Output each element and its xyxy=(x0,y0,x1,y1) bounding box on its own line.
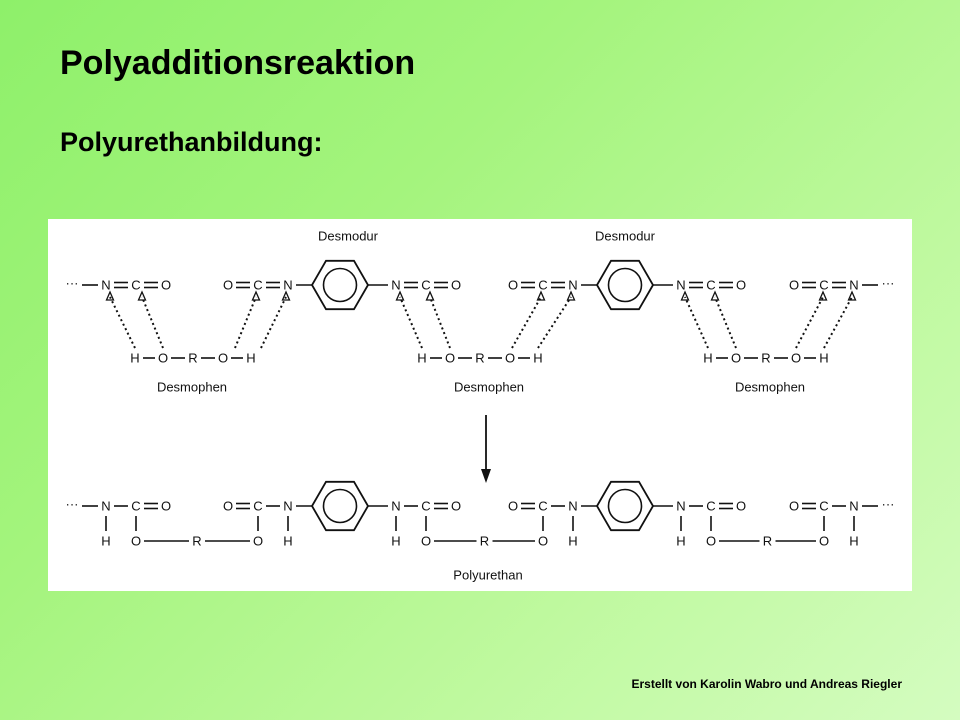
arrow-head xyxy=(397,292,404,300)
atom-r: R xyxy=(762,533,773,549)
dotted-arrow xyxy=(685,297,708,348)
arrow-head xyxy=(538,292,545,300)
atom-c: C xyxy=(421,498,431,514)
atom-n: N xyxy=(391,277,401,293)
benzene-ring-inner xyxy=(324,490,357,523)
atom-c: C xyxy=(538,498,548,514)
atom-o: O xyxy=(157,350,169,366)
slide-subtitle: Polyurethanbildung: xyxy=(60,127,323,157)
atom-o: O xyxy=(160,498,172,514)
label-desmodur-2: Desmodur xyxy=(595,228,655,244)
benzene-ring-inner xyxy=(609,490,642,523)
atom-h: H xyxy=(417,350,427,366)
atom-c: C xyxy=(253,277,263,293)
label-desmodur-1: Desmodur xyxy=(318,228,378,244)
author-credit: Erstellt von Karolin Wabro und Andreas Riegler xyxy=(631,677,902,691)
atom-o: O xyxy=(790,350,802,366)
atom-h: H xyxy=(533,350,543,366)
atom-o: O xyxy=(130,533,142,549)
atom-r: R xyxy=(475,350,485,366)
atom-n: N xyxy=(849,498,859,514)
arrow-head xyxy=(712,292,719,300)
atom-o: O xyxy=(507,498,519,514)
atom-o: O xyxy=(450,277,462,293)
atom-h: H xyxy=(283,533,293,549)
dotted-arrow xyxy=(512,297,541,348)
atom-o: O xyxy=(222,498,234,514)
atom-h: H xyxy=(849,533,859,549)
atom-o: O xyxy=(160,277,172,293)
reaction-diagram xyxy=(48,219,912,591)
atom-n: N xyxy=(568,498,578,514)
atom-c: C xyxy=(819,498,829,514)
atom-o: O xyxy=(537,533,549,549)
reaction-scheme-svg xyxy=(48,219,912,591)
label-desmophen-2: Desmophen xyxy=(453,379,525,395)
atom-o: O xyxy=(705,533,717,549)
atom-o: O xyxy=(730,350,742,366)
atom-h: H xyxy=(703,350,713,366)
atom-r: R xyxy=(188,350,198,366)
atom-n: N xyxy=(849,277,859,293)
slide-title: Polyadditionsreaktion xyxy=(60,44,416,82)
dotted-arrow xyxy=(538,297,571,348)
atom-h: H xyxy=(819,350,829,366)
dotted-arrow xyxy=(110,297,135,348)
atom-n: N xyxy=(568,277,578,293)
atom-r: R xyxy=(479,533,490,549)
atom-o: O xyxy=(504,350,516,366)
atom-o: O xyxy=(788,277,800,293)
arrow-head xyxy=(427,292,434,300)
atom-n: N xyxy=(676,498,686,514)
arrow-head xyxy=(682,292,689,300)
atom-c: C xyxy=(706,277,716,293)
atom-c: C xyxy=(421,277,431,293)
dotted-arrow xyxy=(715,297,736,348)
chain-continuation-dots: ··· xyxy=(881,275,895,291)
atom-o: O xyxy=(222,277,234,293)
arrow-head xyxy=(139,292,146,300)
atom-o: O xyxy=(252,533,264,549)
atom-c: C xyxy=(706,498,716,514)
dotted-arrow xyxy=(430,297,450,348)
atom-o: O xyxy=(217,350,229,366)
atom-n: N xyxy=(101,498,111,514)
atom-o: O xyxy=(444,350,456,366)
benzene-ring-inner xyxy=(324,269,357,302)
dotted-arrow xyxy=(796,297,823,348)
atom-h: H xyxy=(130,350,140,366)
atom-o: O xyxy=(818,533,830,549)
dotted-arrow xyxy=(400,297,422,348)
atom-c: C xyxy=(819,277,829,293)
atom-o: O xyxy=(735,498,747,514)
atom-o: O xyxy=(735,277,747,293)
atom-r: R xyxy=(761,350,771,366)
atom-n: N xyxy=(391,498,401,514)
atom-o: O xyxy=(450,498,462,514)
atom-o: O xyxy=(507,277,519,293)
atom-h: H xyxy=(568,533,578,549)
atom-c: C xyxy=(131,277,141,293)
atom-c: C xyxy=(253,498,263,514)
chain-continuation-dots: ··· xyxy=(881,496,895,512)
atom-h: H xyxy=(391,533,401,549)
label-polyurethan: Polyurethan xyxy=(453,567,523,583)
atom-r: R xyxy=(192,533,202,549)
atom-n: N xyxy=(283,277,293,293)
atom-c: C xyxy=(131,498,141,514)
reaction-arrow-head xyxy=(481,469,491,483)
arrow-head xyxy=(253,292,260,300)
dotted-arrow xyxy=(235,297,256,348)
chain-continuation-dots: ··· xyxy=(65,275,79,291)
atom-o: O xyxy=(420,533,432,549)
atom-n: N xyxy=(283,498,293,514)
label-desmophen-1: Desmophen xyxy=(156,379,228,395)
dotted-arrow xyxy=(261,297,286,348)
atom-h: H xyxy=(246,350,256,366)
dotted-arrow xyxy=(824,297,852,348)
label-desmophen-3: Desmophen xyxy=(734,379,806,395)
atom-n: N xyxy=(101,277,111,293)
dotted-arrow xyxy=(142,297,163,348)
atom-c: C xyxy=(538,277,548,293)
atom-h: H xyxy=(676,533,686,549)
atom-h: H xyxy=(101,533,111,549)
benzene-ring-inner xyxy=(609,269,642,302)
atom-n: N xyxy=(676,277,686,293)
arrow-head xyxy=(568,292,575,300)
chain-continuation-dots: ··· xyxy=(65,496,79,512)
atom-o: O xyxy=(788,498,800,514)
